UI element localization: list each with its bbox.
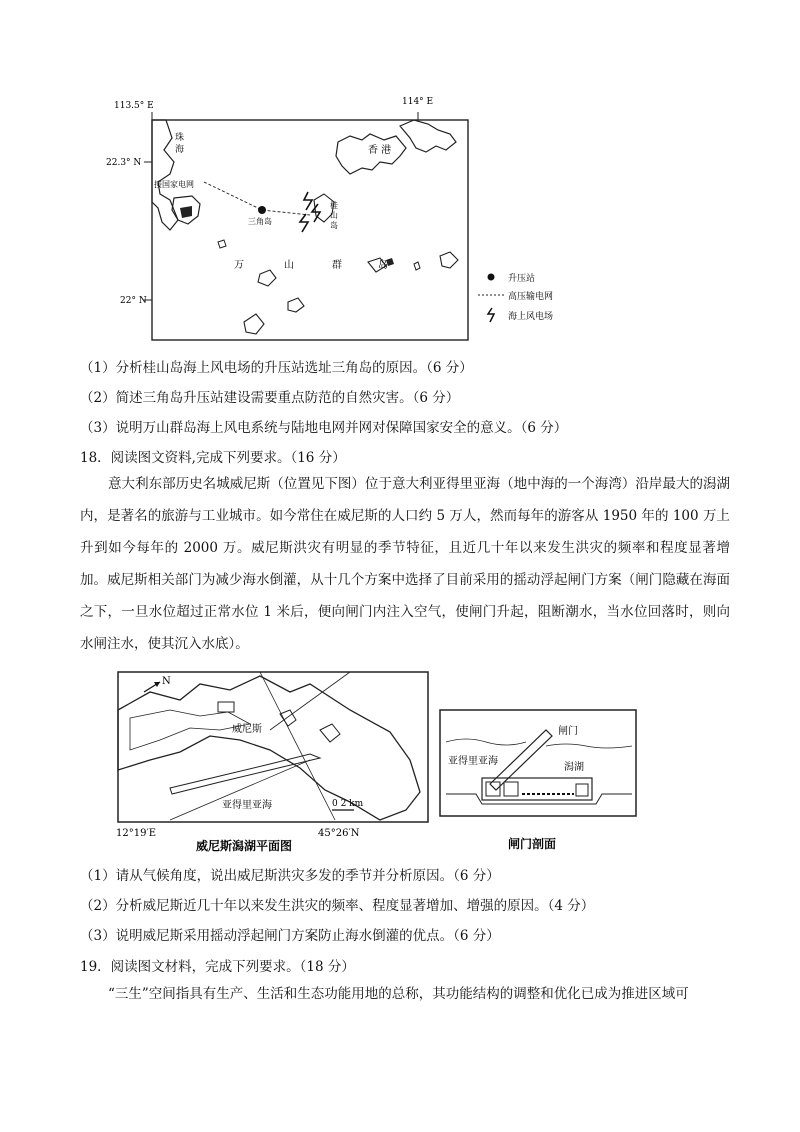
lon-right-label: 114° E (402, 97, 434, 107)
venice-lon-label: 12°19′E (116, 828, 157, 839)
adriatic-label-map: 亚得里亚海 (222, 800, 272, 811)
wanshan-island-5 (440, 252, 458, 268)
zhuhai-label-1: 珠 (175, 133, 185, 143)
q17-item-3: （3）说明万山群岛海上风电系统与陆地电网并网对保障国家安全的意义。（6 分） (80, 420, 568, 436)
q17-item-1: （1）分析桂山岛海上风电场的升压站选址三角岛的原因。（6 分） (80, 360, 473, 376)
venice-map (110, 670, 430, 852)
gate-section-svg (436, 708, 640, 852)
wanshan-map-svg (100, 90, 620, 350)
guishan-label-3: 岛 (330, 221, 338, 230)
hongkong-north (400, 120, 456, 152)
legend-substation-label: 升压站 (508, 274, 536, 284)
guishan-label-1: 桂 (330, 201, 338, 210)
wanshan-label-4: 岛 (378, 260, 388, 271)
q18-item-2: （2）分析威尼斯近几十年以来发生洪灾的频率、程度显著增加、增强的原因。（4 分） (80, 898, 595, 914)
grid-connect-label: 接国家电网 (154, 180, 194, 189)
legend-windfarm-label: 海上风电场 (508, 312, 554, 322)
q18-heading: 18．阅读图文资料,完成下列要求。（16 分） (80, 450, 346, 466)
q18-paragraph-text: 意大利东部历史名城威尼斯（位置见下图）位于意大利亚得里亚海（地中海的一个海湾）沿岸最大的潟湖内，是著名的旅游与工业城市。如今常住在威尼斯的人口约 5 万人，然而每年的游客从 1950 年的 100 万上升到如今每年的 2000 万。威尼斯洪灾有明显的季节特征，且近几十年以来发生洪灾的频率和程度显著增加。威尼斯相关部门为减少海水倒灌，从十几个方案中选择了目前采用的摇动浮起闸门方案（闸门隐藏在海面之下，一旦水位超过正常水位 1 米后，便向闸门内注入空气，使闸门升起，阻断潮水，当水位回落时，则向水闸注水，使其沉入水底）。 (80, 476, 730, 652)
gate-label: 闸门 (558, 726, 578, 737)
sanjiao-label: 三角岛 (248, 217, 272, 226)
lon-left-label: 113.5° E (114, 101, 154, 111)
gate-section (436, 708, 640, 852)
q19-paragraph-text: “三生”空间指具有生产、生活和生态功能用地的总称，其功能结构的调整和优化已成为推进区域可 (108, 986, 689, 1002)
macau-label: 澳 (179, 199, 187, 208)
north-label: N (162, 676, 171, 687)
wanshan-island-8 (218, 240, 226, 248)
legend-grid-label: 高压输电网 (508, 292, 554, 302)
q19-paragraph (80, 978, 730, 1010)
q17-item-2: （2）简述三角岛升压站建设需要重点防范的自然灾害。（6 分） (80, 390, 460, 406)
wanshan-label-3: 群 (332, 260, 342, 271)
legend-substation-icon (488, 274, 495, 281)
substation-dot (258, 206, 266, 214)
lat-top-label: 22.3° N (106, 158, 142, 168)
wanshan-label-1: 万 (234, 260, 244, 271)
lagoon-label: 潟湖 (564, 762, 584, 773)
adriatic-label-section: 亚得里亚海 (448, 756, 498, 767)
wanshan-island-4 (414, 262, 420, 270)
venice-map-frame (118, 672, 428, 822)
lat-bottom-label: 22° N (120, 296, 147, 306)
grid-line (204, 182, 310, 215)
zhuhai-label-2: 海 (175, 145, 185, 155)
q18-paragraph (80, 468, 730, 660)
guishan-label-2: 山 (330, 211, 338, 220)
q18-item-1: （1）请从气候角度，说出威尼斯洪灾多发的季节并分析原因。（6 分） (80, 868, 500, 884)
q18-item-3: （3）说明威尼斯采用摇动浮起闸门方案防止海水倒灌的优点。（6 分） (80, 928, 500, 944)
gate-section-caption: 闸门剖面 (508, 837, 557, 851)
q19-heading: 19．阅读图文材料，完成下列要求。（18 分） (80, 959, 355, 975)
wanshan-map (100, 90, 620, 350)
legend-windfarm-icon (488, 308, 494, 322)
wanshan-island-6 (288, 298, 304, 312)
venice-label: 威尼斯 (232, 724, 262, 735)
hongkong-label: 香 港 (368, 145, 392, 156)
map-frame (152, 120, 468, 340)
wanshan-label-2: 山 (284, 260, 294, 271)
venice-lat-label: 45°26′N (318, 828, 360, 839)
wanshan-island-7 (244, 314, 264, 334)
venice-map-caption: 威尼斯潟湖平面图 (196, 839, 293, 852)
venice-map-svg (110, 670, 430, 852)
wanshan-island-1 (258, 270, 276, 286)
scale-label: 0 2 km (332, 799, 364, 809)
